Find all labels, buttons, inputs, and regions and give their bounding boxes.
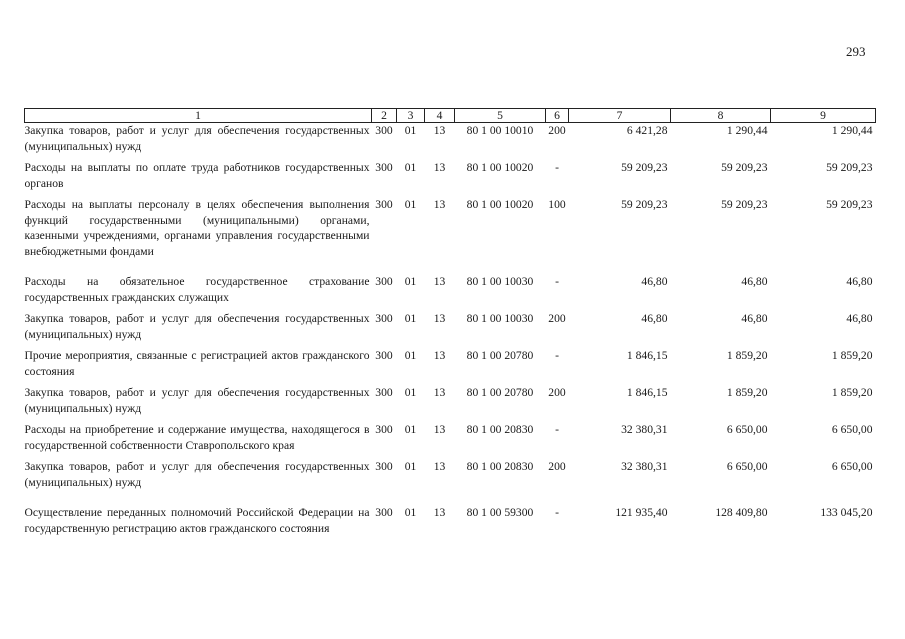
code-cell: - <box>555 275 559 288</box>
amount-cell: 6 421,28 <box>626 124 668 137</box>
amount-cell: 59 209,23 <box>721 198 768 211</box>
code-cell: 13 <box>433 124 446 137</box>
code-cell: 80 1 00 20780 <box>466 349 534 362</box>
code-cell: 300 <box>375 349 393 362</box>
code-cell: 80 1 00 10030 <box>466 312 534 325</box>
budget-table-container <box>24 108 875 536</box>
code-cell: 01 <box>404 275 417 288</box>
amount-cell: 1 859,20 <box>726 349 768 362</box>
code-cell: - <box>555 161 559 174</box>
amount-cell: 46,80 <box>741 275 768 288</box>
code-cell: 100 <box>548 198 566 211</box>
amount-cell: 32 380,31 <box>621 423 668 436</box>
code-cell: 200 <box>548 460 566 473</box>
expense-name: Закупка товаров, работ и услуг для обеспечения государственных (муниципальных) нужд <box>24 312 370 341</box>
amount-cell: 46,80 <box>741 312 768 325</box>
expense-name: Прочие мероприятия, связанные с регистрацией актов гражданского состояния <box>24 349 370 378</box>
amount-cell: 1 846,15 <box>626 386 668 399</box>
table-row <box>25 505 876 536</box>
amount-cell: 6 650,00 <box>831 460 873 473</box>
expense-name: Закупка товаров, работ и услуг для обеспечения государственных (муниципальных) нужд <box>24 386 370 415</box>
amount-cell: 1 290,44 <box>726 124 768 137</box>
code-cell: 13 <box>433 386 446 399</box>
column-header: 8 <box>671 109 771 123</box>
code-cell: 01 <box>404 124 417 137</box>
code-cell: 80 1 00 10020 <box>466 198 534 211</box>
code-cell: - <box>555 506 559 519</box>
table-row <box>25 197 876 274</box>
table-row <box>25 459 876 505</box>
column-header: 3 <box>397 109 425 123</box>
code-cell: 300 <box>375 161 393 174</box>
code-cell: 13 <box>433 312 446 325</box>
amount-cell: 46,80 <box>846 312 873 325</box>
code-cell: 01 <box>404 198 417 211</box>
code-cell: 01 <box>404 423 417 436</box>
code-cell: 300 <box>375 198 393 211</box>
amount-cell: 1 846,15 <box>626 349 668 362</box>
code-cell: 300 <box>375 124 393 137</box>
amount-cell: 121 935,40 <box>615 506 668 519</box>
expense-name: Закупка товаров, работ и услуг для обеспечения государственных (муниципальных) нужд <box>24 124 370 153</box>
table-row <box>25 274 876 311</box>
code-cell: 13 <box>433 506 446 519</box>
code-cell: 200 <box>548 386 566 399</box>
expense-name: Расходы на выплаты по оплате труда работников государственных органов <box>24 161 370 190</box>
amount-cell: 6 650,00 <box>726 460 768 473</box>
amount-cell: 1 859,20 <box>831 386 873 399</box>
amount-cell: 59 209,23 <box>721 161 768 174</box>
amount-cell: 1 859,20 <box>726 386 768 399</box>
table-row <box>25 385 876 422</box>
amount-cell: 46,80 <box>846 275 873 288</box>
amount-cell: 6 650,00 <box>831 423 873 436</box>
code-cell: 200 <box>548 312 566 325</box>
code-cell: 300 <box>375 275 393 288</box>
table-row <box>25 123 876 161</box>
code-cell: 80 1 00 10030 <box>466 275 534 288</box>
amount-cell: 32 380,31 <box>621 460 668 473</box>
column-header: 5 <box>455 109 546 123</box>
expense-name: Расходы на обязательное государственное страхование государственных гражданских служащих <box>24 275 370 304</box>
code-cell: 300 <box>375 460 393 473</box>
page-number: 293 <box>846 44 866 59</box>
amount-cell: 133 045,20 <box>820 506 873 519</box>
amount-cell: 59 209,23 <box>826 161 873 174</box>
column-header: 6 <box>546 109 569 123</box>
code-cell: 80 1 00 10020 <box>466 161 534 174</box>
code-cell: 300 <box>375 423 393 436</box>
amount-cell: 46,80 <box>641 312 668 325</box>
code-cell: 13 <box>433 423 446 436</box>
amount-cell: 46,80 <box>641 275 668 288</box>
table-row <box>25 422 876 459</box>
code-cell: 13 <box>433 275 446 288</box>
table-row <box>25 160 876 197</box>
code-cell: 01 <box>404 312 417 325</box>
code-cell: 80 1 00 10010 <box>466 124 534 137</box>
code-cell: 01 <box>404 460 417 473</box>
code-cell: 13 <box>433 349 446 362</box>
amount-cell: 59 209,23 <box>826 198 873 211</box>
code-cell: 13 <box>433 198 446 211</box>
table-row <box>25 348 876 385</box>
expense-name: Закупка товаров, работ и услуг для обеспечения государственных (муниципальных) нужд <box>24 460 370 489</box>
code-cell: 200 <box>548 124 566 137</box>
code-cell: - <box>555 423 559 436</box>
column-header: 9 <box>771 109 876 123</box>
code-cell: 300 <box>375 386 393 399</box>
amount-cell: 1 859,20 <box>831 349 873 362</box>
amount-cell: 59 209,23 <box>621 161 668 174</box>
column-header: 7 <box>569 109 671 123</box>
code-cell: 300 <box>375 506 393 519</box>
expense-name: Расходы на выплаты персоналу в целях обеспечения выполнения функций государственными (муниципальными) органами, казенными учреждениями, органами управления государственными внебюджетными фондами <box>24 198 370 258</box>
code-cell: 01 <box>404 386 417 399</box>
column-header: 2 <box>372 109 397 123</box>
code-cell: 13 <box>433 460 446 473</box>
code-cell: 80 1 00 59300 <box>466 506 534 519</box>
code-cell: 13 <box>433 161 446 174</box>
expense-name: Расходы на приобретение и содержание имущества, находящегося в государственной собственности Ставропольского края <box>24 423 370 452</box>
column-header: 4 <box>425 109 455 123</box>
code-cell: 80 1 00 20830 <box>466 423 534 436</box>
budget-table <box>24 108 876 536</box>
amount-cell: 1 290,44 <box>831 124 873 137</box>
amount-cell: 6 650,00 <box>726 423 768 436</box>
code-cell: 80 1 00 20830 <box>466 460 534 473</box>
code-cell: 01 <box>404 506 417 519</box>
column-header: 1 <box>25 109 372 123</box>
code-cell: 01 <box>404 349 417 362</box>
code-cell: - <box>555 349 559 362</box>
code-cell: 300 <box>375 312 393 325</box>
header-row <box>25 109 876 123</box>
table-row <box>25 311 876 348</box>
expense-name: Осуществление переданных полномочий Российской Федерации на государственную регистрацию актов гражданского состояния <box>24 506 370 535</box>
code-cell: 01 <box>404 161 417 174</box>
code-cell: 80 1 00 20780 <box>466 386 534 399</box>
amount-cell: 59 209,23 <box>621 198 668 211</box>
amount-cell: 128 409,80 <box>715 506 768 519</box>
